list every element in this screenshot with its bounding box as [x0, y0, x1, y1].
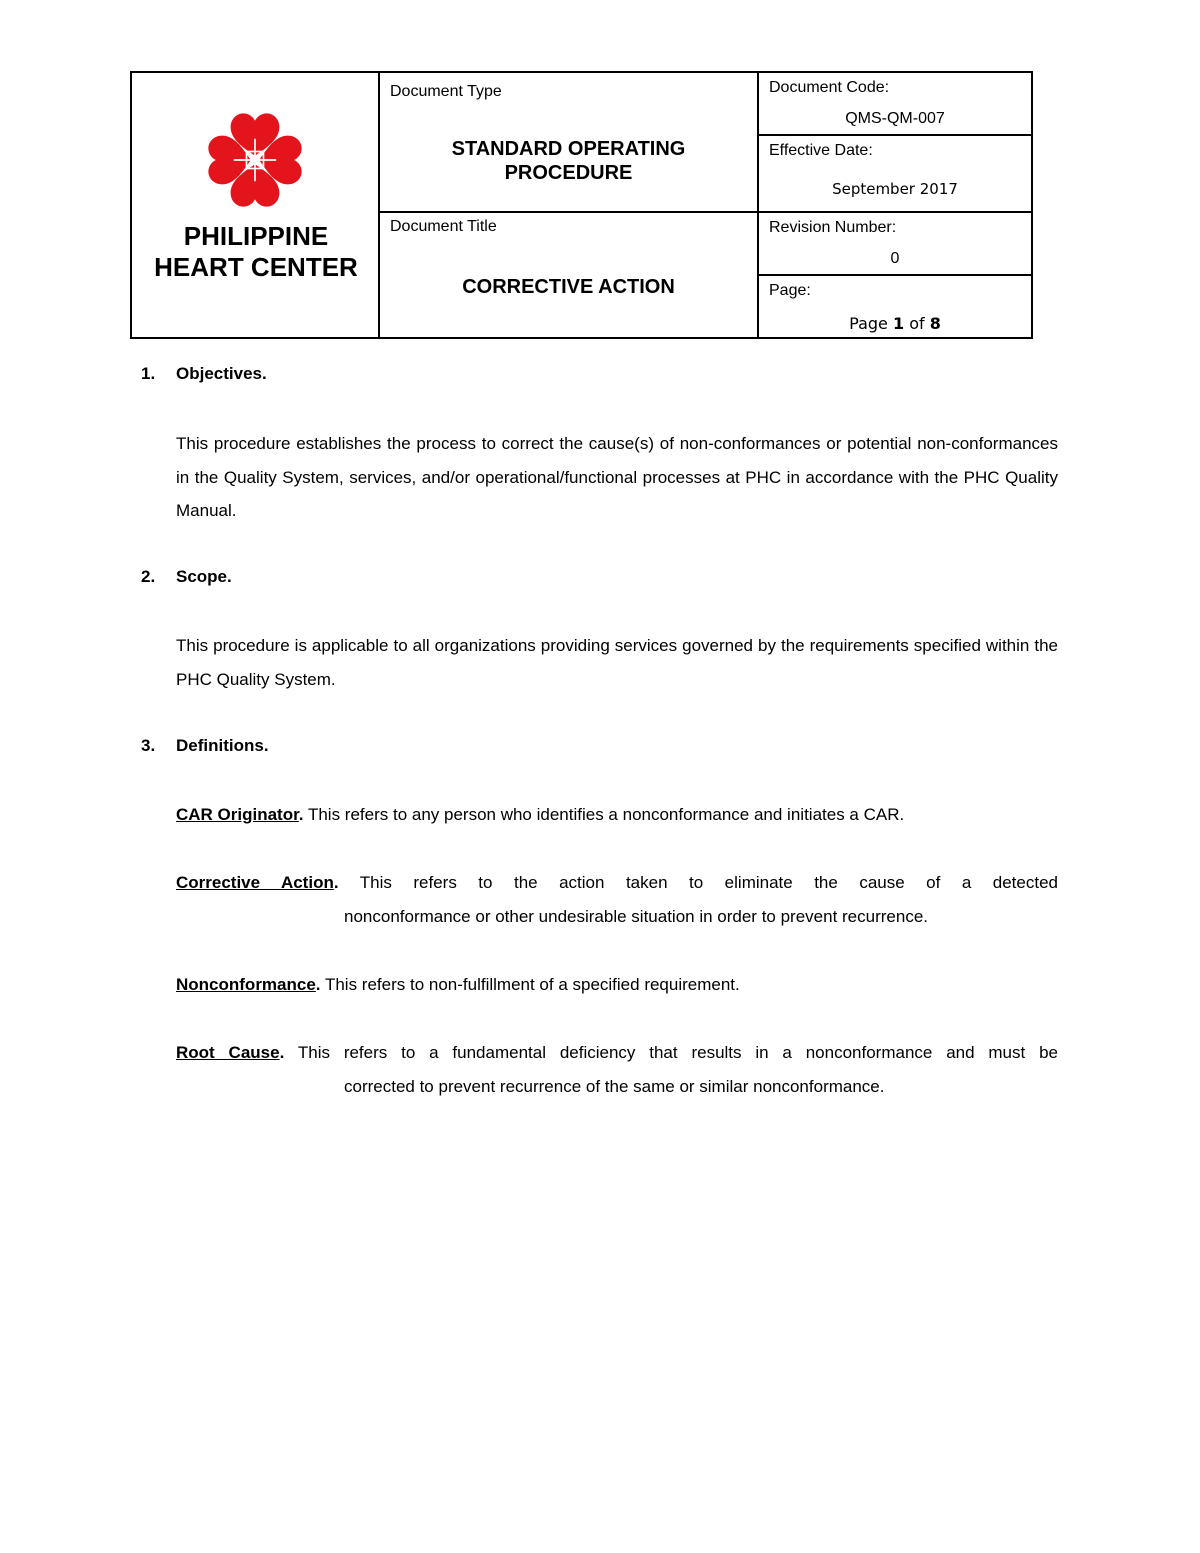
document-code-label: Document Code:: [769, 79, 890, 96]
definition-continuation: corrected to prevent recurrence of the same or similar nonconformance.: [344, 1077, 885, 1096]
document-header-table: [130, 71, 1033, 339]
scope-paragraph: This procedure is applicable to all organizations providing services governed by the requirements specified within the PHC Quality System.: [176, 636, 1058, 689]
revision-number-value: 0: [890, 250, 900, 267]
definition-term: Nonconformance: [176, 975, 316, 994]
organization-name: [132, 221, 380, 283]
document-title-label: Document Title: [390, 218, 497, 235]
document-type-cell: [380, 73, 759, 213]
definition-term: CAR Originator: [176, 805, 299, 824]
page-of: of: [904, 314, 930, 333]
org-name-line1: PHILIPPINE: [183, 221, 329, 251]
effective-date-value: September 2017: [832, 180, 958, 198]
four-heart-clover-logo-icon: [202, 107, 308, 213]
logo-cell: [132, 73, 380, 337]
section-heading-scope: [141, 567, 232, 587]
definition-root-cause: [176, 1036, 1058, 1104]
effective-date-cell: [759, 136, 1031, 213]
revision-number-cell: [759, 213, 1031, 276]
document-title-cell: [380, 213, 759, 337]
section-number: 2.: [141, 567, 156, 586]
definition-car-originator: [176, 798, 1058, 832]
definition-line: Nonconformance. This refers to non-fulfillment of a specified requirement.: [176, 975, 740, 994]
document-code-cell: [759, 73, 1031, 136]
org-name-line2: HEART CENTER: [154, 252, 358, 282]
definition-line: Root Cause. This refers to a fundamental deficiency that results in a nonconformance and must be: [176, 1043, 1058, 1062]
document-title-value: CORRECTIVE ACTION: [462, 276, 675, 298]
definition-line: Corrective Action. This refers to the action taken to eliminate the cause of a detected: [176, 873, 1058, 892]
document-type-value: [380, 137, 757, 185]
definition-text: This refers to non-fulfillment of a specified requirement.: [324, 975, 740, 994]
definition-term: Corrective Action: [176, 873, 334, 892]
section-heading-objectives: [141, 364, 267, 384]
section-title: Definitions.: [176, 736, 269, 755]
objectives-paragraph: This procedure establishes the process to correct the cause(s) of non-conformances or potential non-conformances in the Quality System, services, and/or operational/functional processes at PHC in accordance with the PHC Quality Manual.: [176, 434, 1058, 520]
section-number: 1.: [141, 364, 156, 383]
definition-nonconformance: [176, 968, 1058, 1002]
effective-date-label: Effective Date:: [769, 142, 873, 159]
definition-term: Root Cause: [176, 1043, 280, 1062]
page-prefix: Page: [849, 314, 893, 333]
document-type-label: Document Type: [390, 83, 502, 100]
definition-text: This refers to any person who identifies a nonconformance and initiates a CAR.: [307, 805, 905, 824]
page-label: Page:: [769, 282, 811, 299]
section-heading-definitions: [141, 736, 269, 756]
page-value: [759, 314, 1031, 333]
definition-corrective-action: [176, 866, 1058, 934]
section-title: Objectives.: [176, 364, 267, 383]
document-code-value: QMS-QM-007: [845, 110, 945, 127]
section-number: 3.: [141, 736, 156, 755]
definition-text: This refers to a fundamental deficiency that results in a nonconformance and must be: [297, 1043, 1058, 1062]
document-type-line1: STANDARD OPERATING: [451, 138, 686, 160]
document-type-line2: PROCEDURE: [504, 162, 633, 184]
definition-continuation: nonconformance or other undesirable situation in order to prevent recurrence.: [344, 907, 929, 926]
revision-number-label: Revision Number:: [769, 219, 897, 236]
page-total: 8: [929, 314, 941, 333]
definition-text: This refers to the action taken to eliminate the cause of a detected: [359, 873, 1058, 892]
page-cell: [759, 276, 1031, 337]
section-title: Scope.: [176, 567, 232, 586]
page-current: 1: [892, 314, 905, 333]
definition-line: CAR Originator. This refers to any person who identifies a nonconformance and initiates a CAR.: [176, 805, 905, 824]
